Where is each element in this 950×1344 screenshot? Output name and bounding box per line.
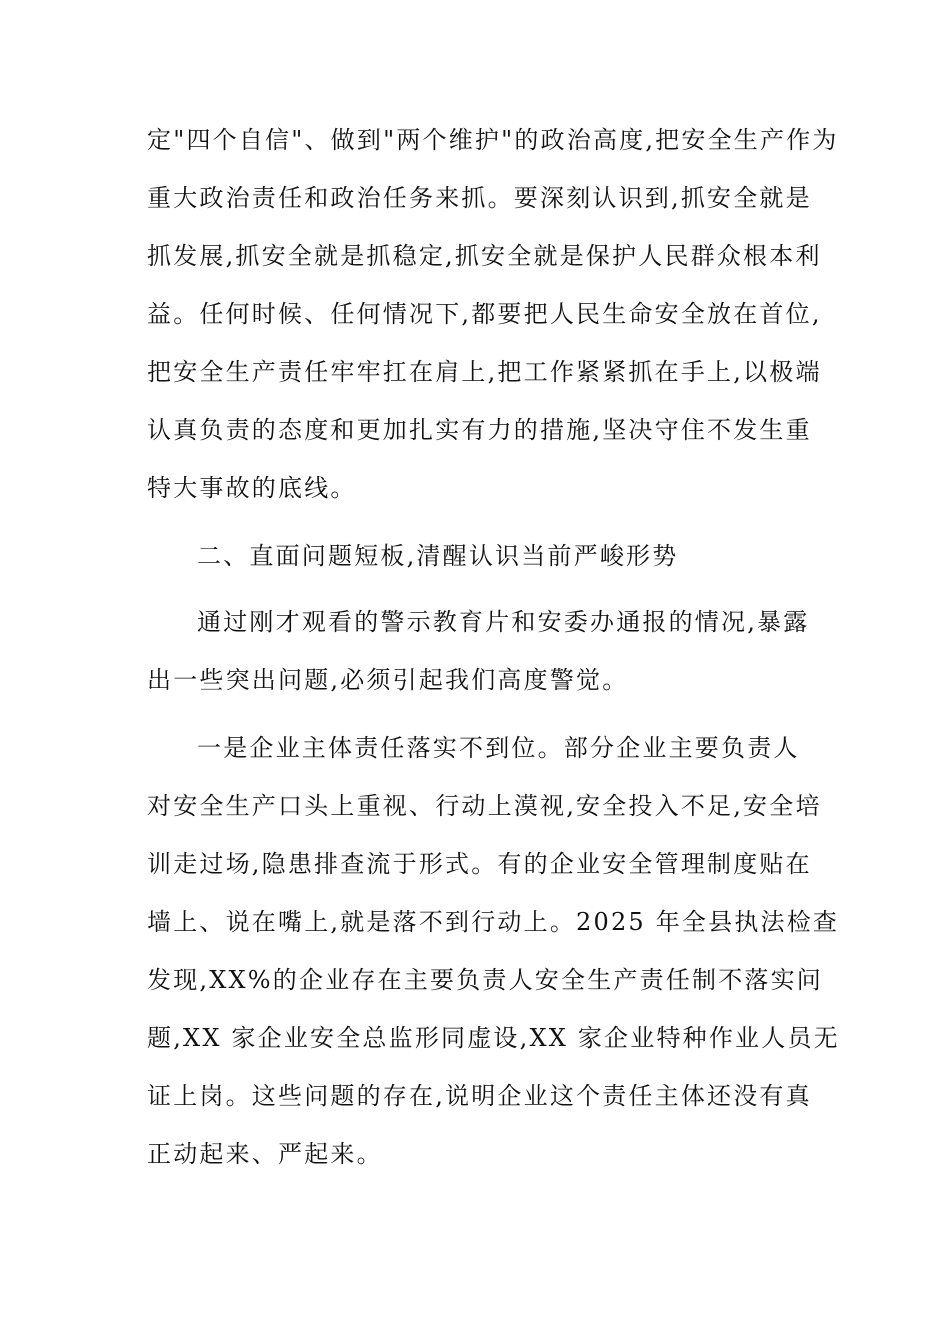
text-line-2: 重大政治责任和政治任务来抓。要深刻认识到,抓安全就是 bbox=[147, 184, 812, 212]
text-line-18: 正动起来、严起来。 bbox=[147, 1140, 383, 1168]
text-line-1: 定"四个自信"、做到"两个维护"的政治高度,把安全生产作为 bbox=[147, 126, 839, 154]
text-line-9: 通过刚才观看的警示教育片和安委办通报的情况,暴露 bbox=[197, 608, 810, 636]
text-line-16: 题,XX 家企业安全总监形同虚设,XX 家企业特种作业人员无 bbox=[147, 1024, 840, 1052]
text-line-4: 益。任何时候、任何情况下,都要把人民生命安全放在首位, bbox=[147, 300, 822, 328]
text-line-5: 把安全生产责任牢牢扛在肩上,把工作紧紧抓在手上,以极端 bbox=[147, 358, 822, 386]
text-line-7: 特大事故的底线。 bbox=[147, 474, 357, 502]
text-line-6: 认真负责的态度和更加扎实有力的措施,坚决守住不发生重 bbox=[147, 416, 812, 444]
text-line-14: 墙上、说在嘴上,就是落不到行动上。2025 年全县执法检查 bbox=[147, 908, 840, 936]
text-line-11: 一是企业主体责任落实不到位。部分企业主要负责人 bbox=[197, 734, 800, 762]
text-line-3: 抓发展,抓安全就是抓稳定,抓安全就是保护人民群众根本利 bbox=[147, 242, 822, 270]
text-line-10: 出一些突出问题,必须引起我们高度警觉。 bbox=[147, 666, 629, 694]
text-line-13: 训走过场,隐患排查流于形式。有的企业安全管理制度贴在 bbox=[147, 850, 812, 878]
section-heading: 二、直面问题短板,清醒认识当前严峻形势 bbox=[197, 542, 679, 570]
text-line-17: 证上岗。这些问题的存在,说明企业这个责任主体还没有真 bbox=[147, 1082, 812, 1110]
text-line-15: 发现,XX%的企业存在主要负责人安全生产责任制不落实问 bbox=[147, 966, 824, 994]
text-line-12: 对安全生产口头上重视、行动上漠视,安全投入不足,安全培 bbox=[147, 792, 822, 820]
